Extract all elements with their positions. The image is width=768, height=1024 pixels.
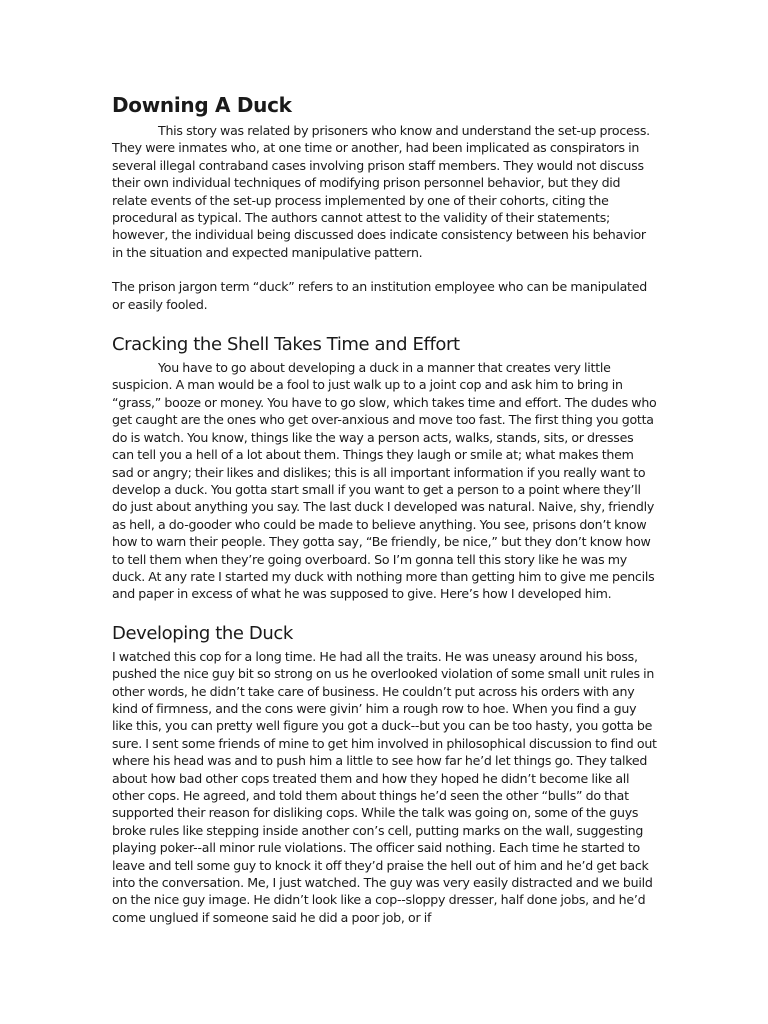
intro-paragraph: The prison jargon term “duck” refers to an institution employee who can be manipulated or easily fooled. xyxy=(112,279,647,312)
section-body: I watched this cop for a long time. He had all the traits. He was uneasy around his boss, pushed the nice guy bit so strong on us he overlooked violation of some small unit rules in other words, he didn’t take care of business. He couldn’t put across his orders with any kind of firmness, and the cons were givin’ him a rough row to hoe. When you find a guy like this, you can pretty well figure you got a duck--but you can be too hasty, you gotta be sure. I sent some friends of mine to get him involved in philosophical discussion to find out where his head was and to push him a little to see how far he’d let things go. They talked about how bad other cops treated them and how they hoped he didn’t become like all other cops. He agreed, and told them about things he’d seen the other “bulls” do that supported their reason for disliking cops. While the talk was going on, some of the guys broke rules like stepping inside another con’s cell, putting marks on the wall, suggesting playing poker--all minor rule violations. The officer said nothing. Each time he started to leave and tell some guy to knock it off they’d praise the hell out of him and he’d get back into the conversation. Me, I just watched. The guy was very easily distracted and we build on the nice guy image. He didn’t look like a cop--sloppy dresser, half done jobs, and he’d come unglued if someone said he did a poor job, or if xyxy=(112,648,657,925)
section-spacer xyxy=(112,603,657,622)
section-heading: Cracking the Shell Takes Time and Effort xyxy=(112,334,460,356)
paragraph-spacer xyxy=(112,261,657,278)
document-content xyxy=(112,92,657,926)
intro-paragraph: This story was related by prisoners who know and understand the set-up process. They were inmates who, at one time or another, had been implicated as conspirators in several illegal contraband cases involving prison staff members. They would not discuss their own individual techniques of modifying prison personnel behavior, but they did relate events of the set-up process implemented by one of their cohorts, citing the procedural as typical. The authors cannot attest to the validity of their statements; however, the individual being discussed does indicate consistency between his behavior in the situation and expected manipulative pattern. xyxy=(112,123,650,260)
section-body: You have to go about developing a duck in a manner that creates very little suspicion. A man would be a fool to just walk up to a joint cop and ask him to bring in “grass,” booze or money. You have to go slow, which takes time and effort. The dudes who get caught are the ones who get over-anxious and move too fast. The first thing you gotta do is watch. You know, things like the way a person acts, walks, stands, sits, or dresses can tell you a hell of a lot about them. Things they laugh or smile at; what makes them sad or angry; their likes and dislikes; this is all important information if you really want to develop a duck. You gotta start small if you want to get a person to a point where they’ll do just about anything you say. The last duck I developed was natural. Naive, shy, friendly as hell, a do-gooder who could be made to believe anything. You see, prisons don’t know how to warn their people. They gotta say, “Be friendly, be nice,” but they don’t know how to tell them when they’re going overboard. So I’m gonna tell this story like he was my duck. At any rate I started my duck with nothing more than getting him to give me pencils and paper in excess of what he was supposed to give. Here’s how I developed him. xyxy=(112,360,657,602)
section-heading: Developing the Duck xyxy=(112,622,293,644)
document-title: Downing A Duck xyxy=(112,93,292,117)
section-spacer xyxy=(112,313,657,333)
